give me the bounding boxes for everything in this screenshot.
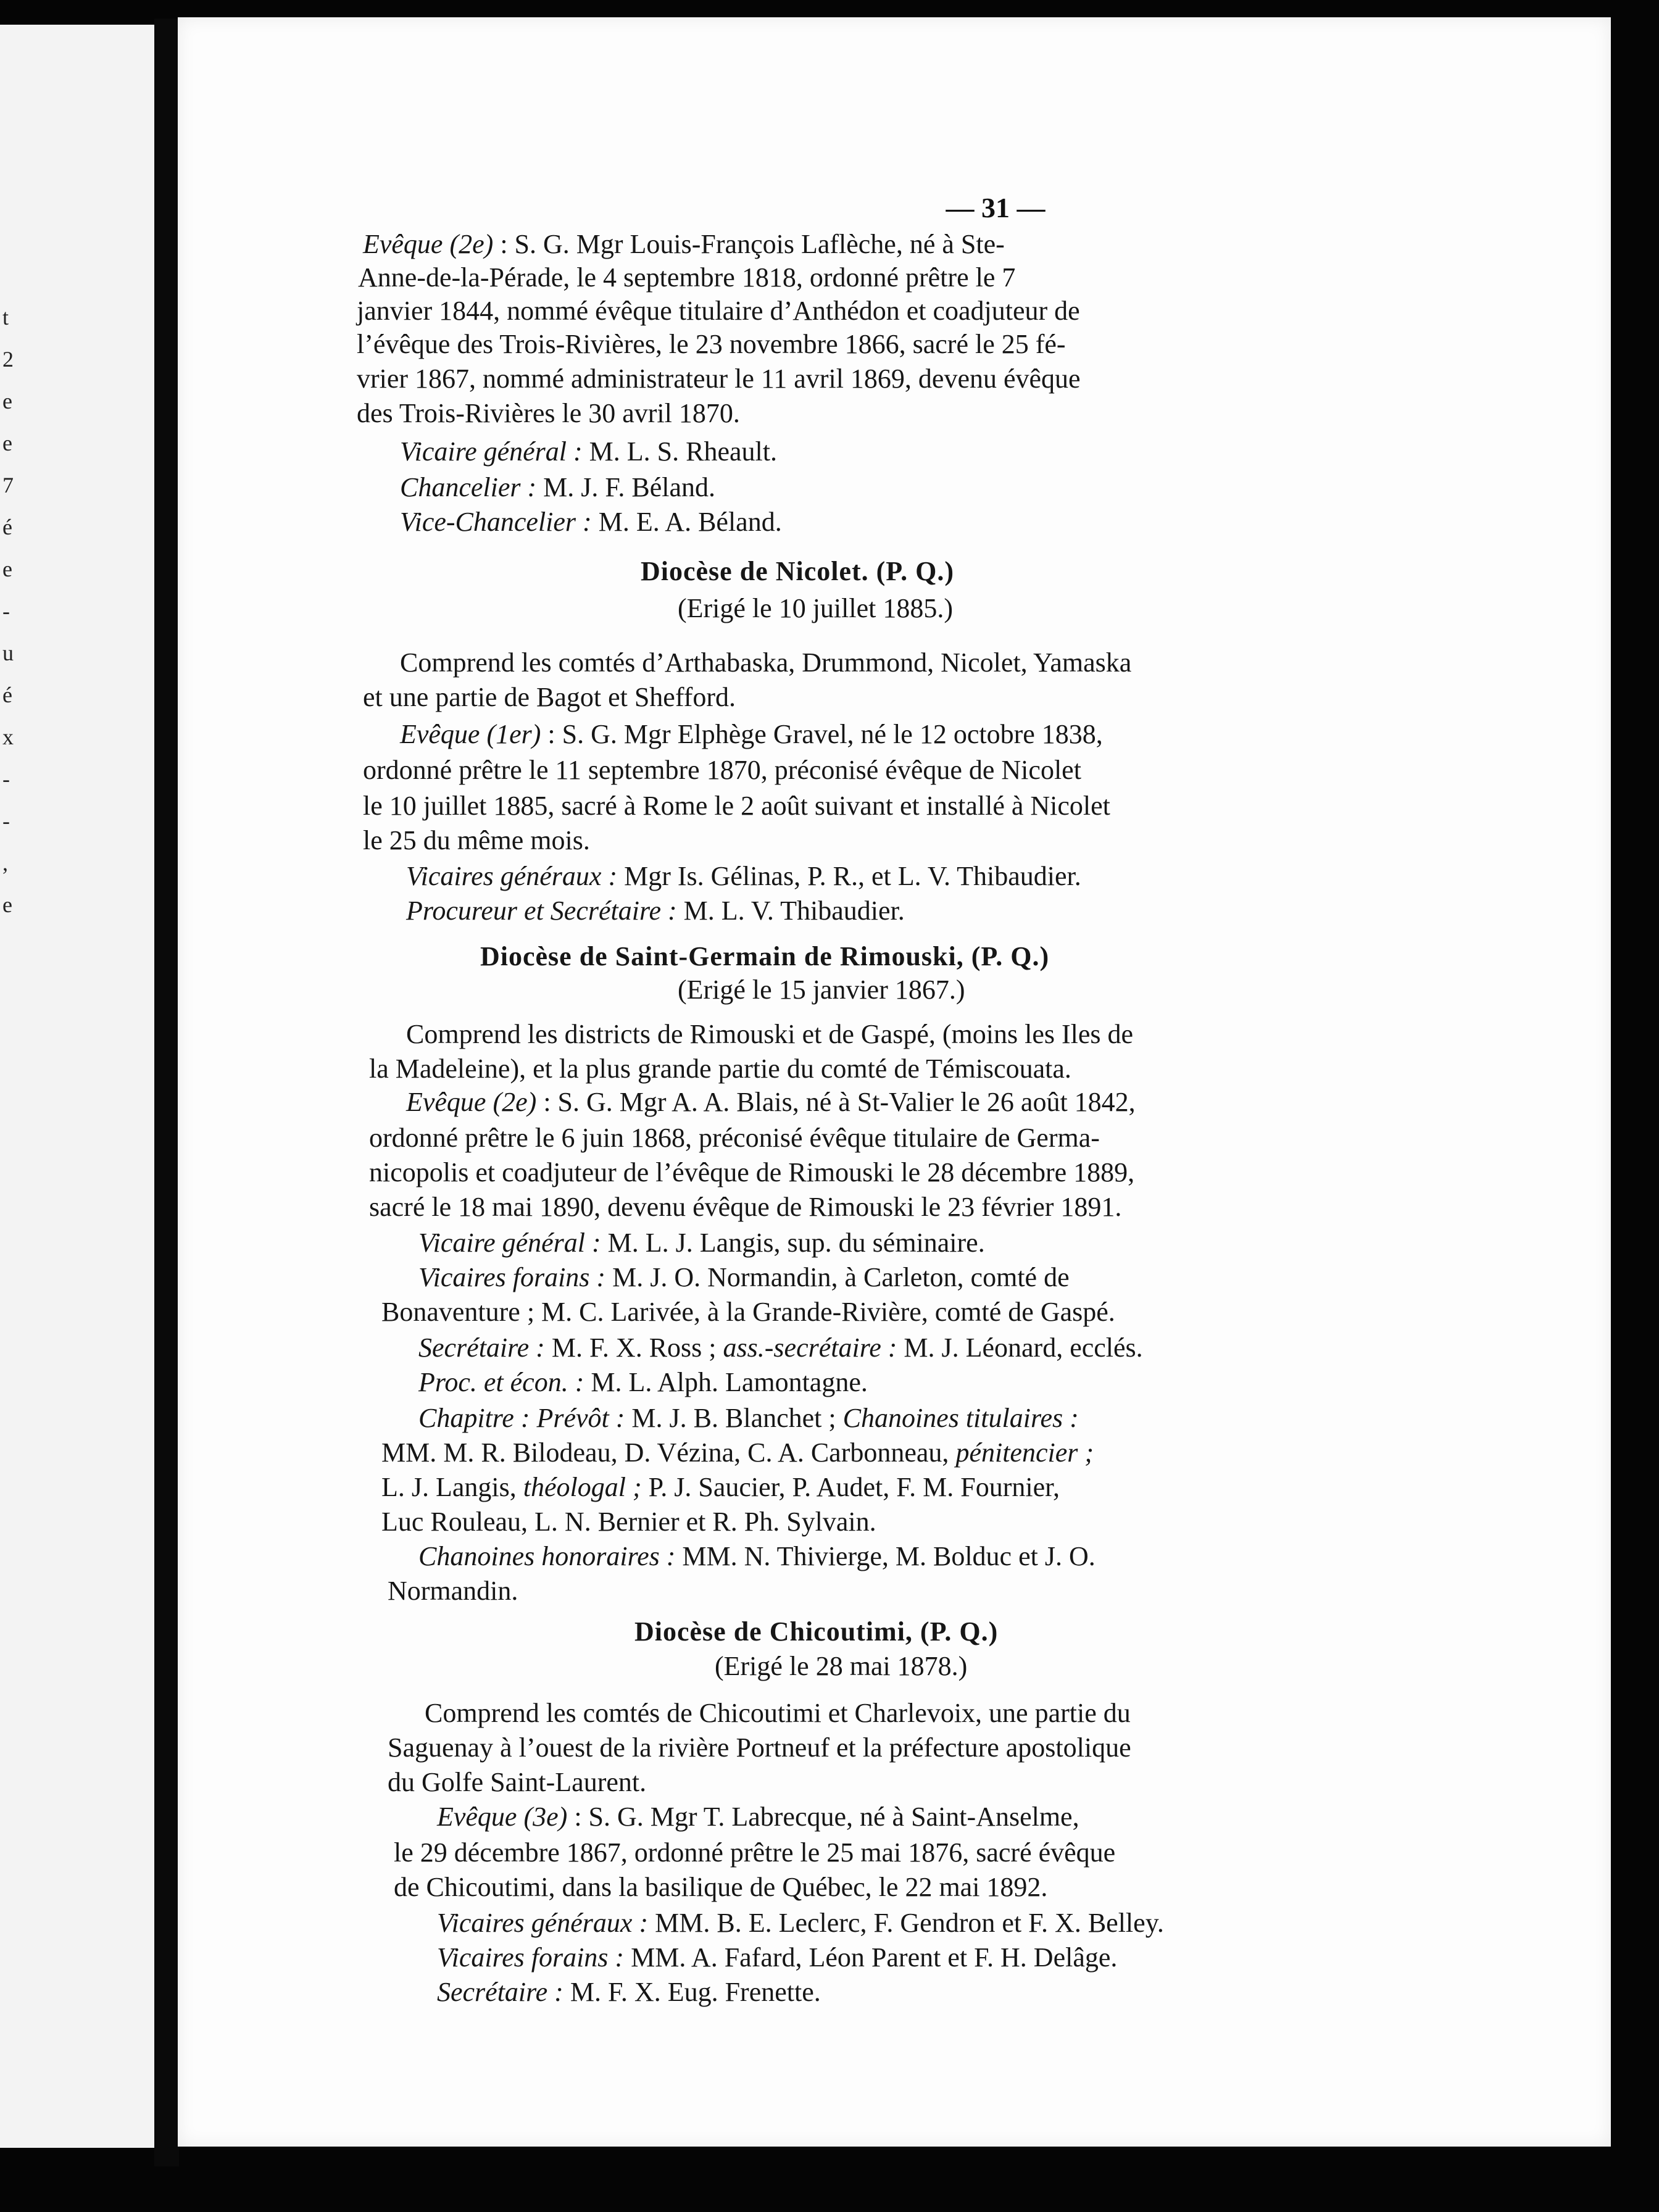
diocese-heading: Diocèse de Nicolet. (P. Q.) [641,556,955,586]
label: théologal ; [523,1472,642,1502]
eveque-text: : S. G. Mgr Elphège Gravel, né le 12 octobre 1838, [547,719,1103,749]
text-line: de Chicoutimi, dans la basilique de Québec, le 22 mai 1892. [394,1872,1048,1902]
text-line: du Golfe Saint-Laurent. [388,1767,647,1797]
value: M. F. X. Ross ; [551,1333,717,1363]
label: Vicaires forains : [418,1262,606,1292]
honoraires-line [418,1540,1096,1573]
eveque-line [400,718,1103,750]
value: M. F. X. Eug. Frenette. [570,1977,821,2007]
text-line: le 10 juillet 1885, sacré à Rome le 2 août suivant et installé à Nicolet [363,791,1110,821]
text-line: et une partie de Bagot et Shefford. [363,682,736,712]
eveque-text: : S. G. Mgr T. Labrecque, né à Saint-Anselme, [574,1802,1079,1832]
forains-line [437,1942,1117,1974]
eveque-label: Evêque (2e) [406,1087,537,1117]
label: Vicaire général : [418,1228,601,1258]
margin-letter: é [2,515,12,539]
label: Vicaires généraux : [437,1908,649,1938]
label: Chanoines titulaires : [842,1403,1079,1433]
value: L. J. Langis, [381,1472,517,1502]
eveque-label: Evêque (1er) [400,719,541,749]
text-line: le 29 décembre 1867, ordonné prêtre le 25 mai 1876, sacré évêque [394,1837,1116,1868]
text-line: Luc Rouleau, L. N. Bernier et R. Ph. Sylvain. [381,1507,876,1537]
text-line: sacré le 18 mai 1890, devenu évêque de Rimouski le 23 février 1891. [369,1192,1122,1222]
text-line: l’évêque des Trois-Rivières, le 23 novembre 1866, sacré le 25 fé- [357,329,1066,359]
margin-letter: t [2,305,9,330]
value: MM. A. Fafard, Léon Parent et F. H. Delâge. [631,1942,1118,1973]
margin-letter: e [2,892,12,917]
label: Chapitre : Prévôt : [418,1403,625,1433]
erected-date: (Erigé le 28 mai 1878.) [715,1651,968,1681]
eveque-line [406,1086,1136,1118]
margin-letter: é [2,683,12,707]
text-line: Comprend les districts de Rimouski et de Gaspé, (moins les Iles de [406,1019,1134,1049]
value: M. E. A. Béland. [598,507,782,537]
label: Vice-Chancelier : [400,507,592,537]
value: MM. B. E. Leclerc, F. Gendron et F. X. Belley. [655,1908,1164,1938]
label: Secrétaire : [418,1333,545,1363]
book-gutter [154,19,179,2166]
margin-letter: - [2,599,10,623]
erected-date: (Erigé le 15 janvier 1867.) [678,975,965,1005]
text-line: nicopolis et coadjuteur de l’évêque de Rimouski le 28 décembre 1889, [369,1157,1135,1187]
chapitre-line-3 [381,1471,1060,1503]
label: Vicaires généraux : [406,861,618,891]
chapitre-line-2 [381,1437,1094,1469]
text-line: Anne-de-la-Pérade, le 4 septembre 1818, ordonné prêtre le 7 [358,262,1016,293]
value: M. L. Alph. Lamontagne. [591,1367,868,1397]
text-line: Saguenay à l’ouest de la rivière Portneuf et la préfecture apostolique [388,1732,1131,1763]
margin-letter: e [2,557,12,581]
left-margin-letters [2,296,27,926]
eveque-text: : S. G. Mgr A. A. Blais, né à St-Valier le 26 août 1842, [543,1087,1136,1117]
text-line: janvier 1844, nommé évêque titulaire d’Anthédon et coadjuteur de [357,296,1080,326]
vice-chancelier-line [400,506,782,538]
text-line: Comprend les comtés d’Arthabaska, Drummond, Nicolet, Yamaska [400,647,1132,678]
vicaire-line [418,1227,985,1259]
erected-date: (Erigé le 10 juillet 1885.) [678,593,953,623]
text-line: Comprend les comtés de Chicoutimi et Charlevoix, une partie du [425,1698,1131,1728]
value: MM. N. Thivierge, M. Bolduc et J. O. [682,1541,1096,1571]
label: Vicaires forains : [437,1942,625,1973]
value: M. J. B. Blanchet ; [631,1403,836,1433]
value: M. J. Léonard, ecclés. [904,1333,1143,1363]
text-line: vrier 1867, nommé administrateur le 11 avril 1869, devenu évêque [357,364,1081,394]
margin-letter: e [2,389,12,414]
procureur-line [406,895,905,927]
value: M. J. O. Normandin, à Carleton, comté de [612,1262,1070,1292]
eveque-label: Evêque (2e) [363,229,494,259]
chapitre-line [418,1402,1079,1434]
label: Proc. et écon. : [418,1367,584,1397]
text-line: Bonaventure ; M. C. Larivée, à la Grande-Rivière, comté de Gaspé. [381,1297,1115,1327]
label: Chancelier : [400,472,537,502]
proc-line [418,1366,868,1399]
secretaire-line [437,1976,821,2008]
text-line: des Trois-Rivières le 30 avril 1870. [357,398,740,428]
page-number: — 31 — [946,192,1046,223]
page [178,17,1611,2147]
value: P. J. Saucier, P. Audet, F. M. Fournier, [648,1472,1060,1502]
eveque-label: Evêque (3e) [437,1802,568,1832]
text-line: ordonné prêtre le 6 juin 1868, préconisé évêque titulaire de Germa- [369,1123,1100,1153]
margin-letter: 7 [2,473,14,497]
left-page-edge [0,25,154,2148]
margin-letter: u [2,641,14,665]
forains-line [418,1262,1070,1294]
margin-letter: - [2,767,10,791]
margin-letter: , [2,850,8,875]
diocese-heading: Diocèse de Chicoutimi, (P. Q.) [634,1616,999,1647]
vicaire-line [400,436,777,468]
margin-letter: x [2,725,14,749]
label: Vicaire général : [400,436,583,467]
eveque-text: : S. G. Mgr Louis-François Laflèche, né à Ste- [500,229,1005,259]
value: M. L. V. Thibaudier. [683,896,905,926]
label: Procureur et Secrétaire : [406,896,677,926]
chancelier-line [400,472,715,504]
vicaires-line [406,860,1081,892]
secretaire-line [418,1332,1143,1364]
margin-letter: - [2,809,10,833]
value: Mgr Is. Gélinas, P. R., et L. V. Thibaudier. [624,861,1081,891]
value: M. J. F. Béland. [543,472,715,502]
diocese-heading: Diocèse de Saint-Germain de Rimouski, (P. Q.) [480,941,1050,971]
margin-letter: 2 [2,347,14,372]
eveque-line [363,228,1005,260]
label: Secrétaire : [437,1977,563,2007]
eveque-line [437,1801,1079,1833]
text-line: la Madeleine), et la plus grande partie du comté de Témiscouata. [369,1054,1071,1084]
value: M. L. S. Rheault. [589,436,777,467]
text-line: Normandin. [388,1576,518,1606]
value: MM. M. R. Bilodeau, D. Vézina, C. A. Carbonneau, [381,1437,949,1468]
value: M. L. J. Langis, sup. du séminaire. [607,1228,985,1258]
label: Chanoines honoraires : [418,1541,676,1571]
text-line: le 25 du même mois. [363,825,590,855]
label: ass.-secrétaire : [723,1333,897,1363]
label: pénitencier ; [955,1437,1094,1468]
text-line: ordonné prêtre le 11 septembre 1870, préconisé évêque de Nicolet [363,755,1081,785]
vicaires-line [437,1907,1164,1939]
margin-letter: e [2,431,12,455]
